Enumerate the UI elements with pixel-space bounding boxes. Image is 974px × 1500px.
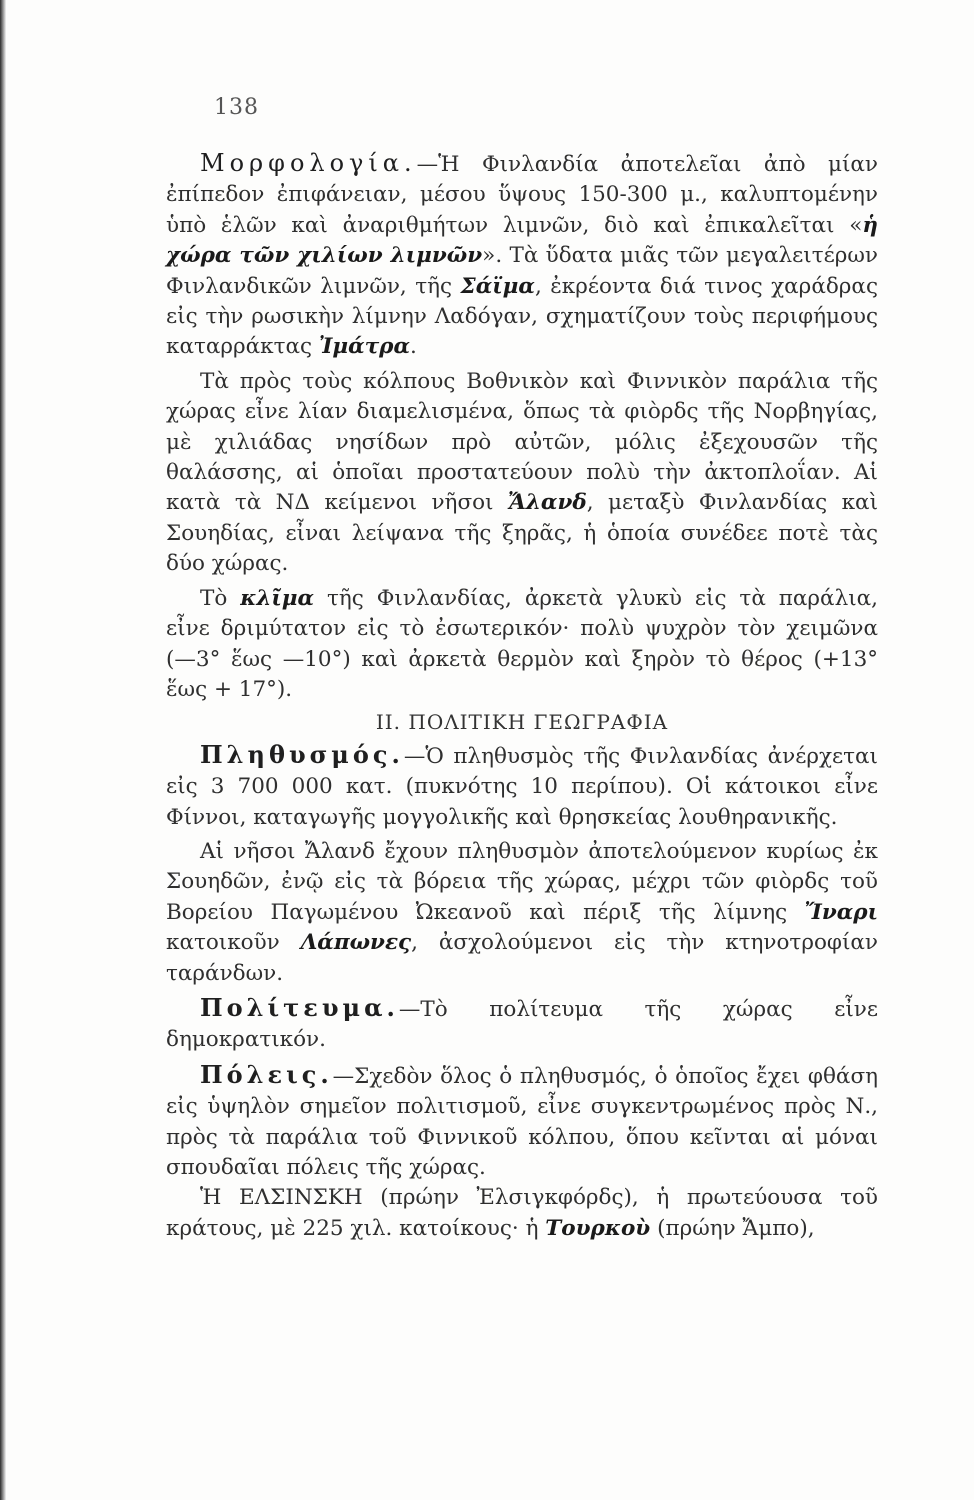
emphasis-lakes-nickname: ἡ χώρα τῶν χιλίων λιμνῶν — [166, 212, 878, 269]
emphasis-lapps: Λάπωνες — [300, 930, 412, 956]
section-title: II. ΠΟΛΙΤΙΚΗ ΓΕΩΓΡΑΦΙΑ — [375, 710, 669, 735]
emphasis-climate: κλῖμα — [240, 585, 315, 611]
paragraph-coasts — [166, 367, 878, 580]
paragraph-polity — [166, 993, 878, 1056]
text-segment: , ἐκρέοντα διά τινος χαράδρας εἰς τὴν ρωσικὴν λίμνην Λαδόγαν, σχηματίζουν τοὺς περιφήμους καταρράκτας — [166, 273, 878, 360]
text-segment: —Ἡ Φινλανδία ἀποτελεῖαι ἀπὸ μίαν ἐπίπεδον ἐπιφάνειαν, μέσου ὕψους 150-300 μ., καλυπτομένην ὑπὸ ἑλῶν καὶ ἀναριθμήτων λιμνῶν, διὸ καὶ ἐπικαλεῖται « — [166, 152, 878, 238]
text-segment: —Ὁ πληθυσμὸς τῆς Φινλανδίας ἀνέρχεται εἰς 3 700 000 κατ. (πυκνότης 10 περίπου). Οἱ κάτοικοι εἶνε Φίννοι, καταγωγῆς μογγολικῆς καὶ θρησκείας λουθηρανικῆς. — [166, 743, 878, 830]
emphasis-imatra: Ἰμάτρα — [318, 334, 411, 360]
emphasis-turku: Τουρκοὺ — [545, 1215, 651, 1241]
text-segment: . — [410, 334, 417, 360]
text-segment: κατοικοῦν — [166, 930, 301, 956]
heading-morphology: Μορφολογία. — [200, 149, 417, 177]
text-segment: , μεταξὺ Φινλανδίας καὶ Σουηδίας, εἶναι λείψανα τῆς ξηρᾶς, ἡ ὁποία συνέδεε ποτὲ τὰς δύο χώρας. — [166, 490, 879, 577]
text-segment: (πρώην Ἄμπο), — [650, 1215, 815, 1241]
paragraph-climate — [166, 584, 878, 706]
paragraph-population — [166, 740, 878, 833]
text-segment: ». Τὰ ὕδατα μιᾶς τῶν μεγαλειτέρων Φινλανδικῶν λιμνῶν, τῆς — [166, 243, 878, 299]
text-segment: —Τὸ πολίτευμα τῆς χώρας εἶνε δημοκρατικόν. — [166, 996, 878, 1053]
heading-cities: Πόλεις. — [200, 1059, 333, 1089]
page-number: 138 — [214, 95, 259, 120]
body-text — [166, 148, 878, 1244]
text-segment: Αἱ νῆσοι Ἄλανδ ἔχουν πληθυσμὸν ἀποτελούμενον κυρίως ἐκ Σουηδῶν, ἐνῷ εἰς τὰ βόρεια τῆς χώρας, μέχρι τῶν φιὸρδς τοῦ Βορείου Παγωμένου Ὠκεανοῦ καὶ πέριξ τῆς λίμνης — [166, 838, 878, 925]
text-segment: , ἀσχολούμενοι εἰς τὴν κτηνοτροφίαν ταράνδων. — [166, 930, 878, 986]
text-segment: —Σχεδὸν ὅλος ὁ πληθυσμός, ὁ ὁποῖος ἔχει φθάση εἰς ὑψηλὸν σημεῖον πολιτισμοῦ, εἶνε συγκεντρωμένος πρὸς Ν., πρὸς τὰ παράλια τοῦ Φιννικοῦ κόλπου, ὅπου κεῖνται αἱ μόναι σπουδαῖαι πόλεις τῆς χώρας. — [166, 1063, 878, 1180]
paragraph-aland-population — [166, 837, 878, 989]
paragraph-cities — [166, 1060, 878, 1184]
paragraph-morphology — [166, 148, 878, 363]
emphasis-saimaa: Σάϊμα — [460, 273, 535, 299]
text-segment: Ἡ ΕΛΣΙΝΣΚΗ (πρώην Ἐλσιγκφόρδς), ἡ πρωτεύουσα τοῦ κράτους, μὲ 225 χιλ. κατοίκους· ἡ — [166, 1185, 878, 1241]
page-edge-shadow — [0, 0, 6, 1500]
emphasis-inari: Ἴναρι — [804, 899, 878, 925]
text-segment: Τὸ — [200, 585, 241, 611]
text-segment: Τὰ πρὸς τοὺς κόλπους Βοθνικὸν καὶ Φιννικὸν παράλια τῆς χώρας εἶνε λίαν διαμελισμένα, ὅπως τὰ φιὸρδς τῆς Νορβηγίας, μὲ χιλιάδας νησίδων πρὸ αὐτῶν, μόλις ἐξεχουσῶν τῆς θαλάσσης, αἱ ὁποῖαι προστατεύουν πολὺ τὴν ἀκτοπλοΐαν. Αἱ κατὰ τὰ ΝΔ κείμενοι νῆσοι — [166, 368, 878, 516]
paragraph-helsinki — [166, 1183, 878, 1244]
heading-population: Πληθυσμός. — [200, 739, 404, 769]
text-segment: τῆς Φινλανδίας, ἀρκετὰ γλυκὺ εἰς τὰ παράλια, εἶνε δριμύτατον εἰς τὸ ἐσωτερικόν· πολὺ ψυχρὸν τὸν χειμῶνα (—3° ἕως —10°) καὶ ἀρκετὰ θερμὸν καὶ ξηρὸν τὸ θέρος (+13° ἕως + 17°). — [166, 585, 878, 702]
emphasis-aland: Ἄλανδ — [507, 490, 587, 516]
heading-polity: Πολίτευμα. — [200, 992, 399, 1022]
